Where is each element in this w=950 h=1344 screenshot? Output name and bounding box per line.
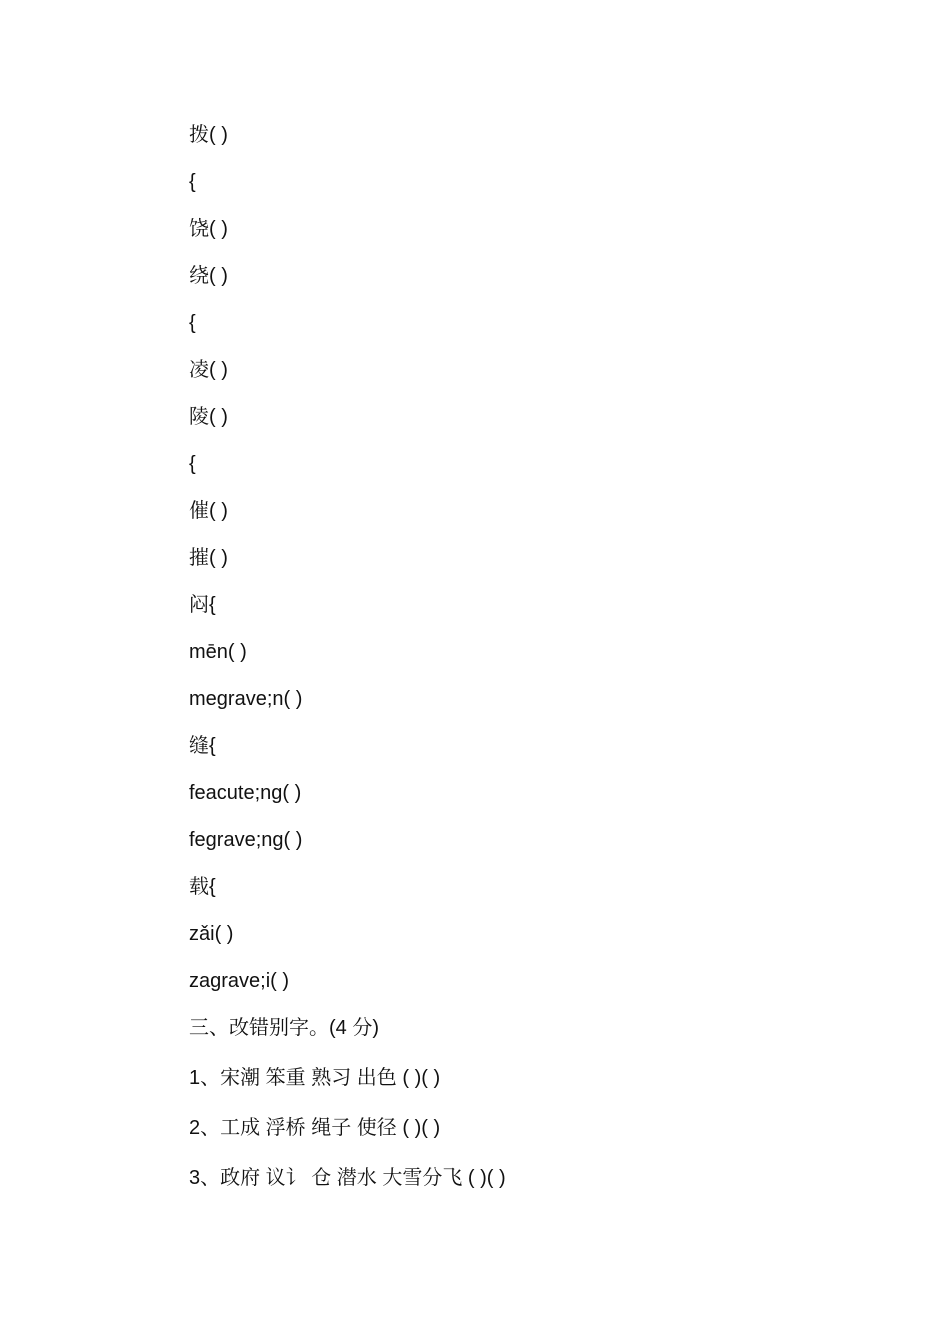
document-body: [189, 118, 869, 1195]
text-line: feacute;ng( ): [189, 782, 302, 804]
text-line: 绕( ): [189, 265, 228, 287]
text-line: mēn( ): [189, 641, 247, 663]
text-line: fegrave;ng( ): [189, 829, 303, 851]
question-2: 2、工成 浮桥 绳子 使径 ( )( ): [189, 1117, 441, 1139]
text-line: 催( ): [189, 500, 228, 522]
text-line: 摧( ): [189, 547, 228, 569]
text-line: {: [189, 312, 196, 334]
text-line: 凌( ): [189, 359, 228, 381]
text-line: 陵( ): [189, 406, 228, 428]
text-line: 闷{: [189, 594, 216, 616]
text-line: {: [189, 171, 196, 193]
text-line: 缝{: [189, 735, 216, 757]
text-line: zagrave;i( ): [189, 970, 290, 992]
text-line: {: [189, 453, 196, 475]
text-line: megrave;n( ): [189, 688, 303, 710]
text-line: 拨( ): [189, 124, 228, 146]
question-1: 1、宋潮 笨重 熟习 出色 ( )( ): [189, 1067, 441, 1089]
text-line: 载{: [189, 876, 216, 898]
text-line: zǎi( ): [189, 923, 234, 945]
section-heading: 三、改错别字。(4 分): [189, 1017, 379, 1039]
question-3: 3、政府 议讠 仓 潜水 大雪分飞 ( )( ): [189, 1167, 506, 1189]
text-line: 饶( ): [189, 218, 228, 240]
